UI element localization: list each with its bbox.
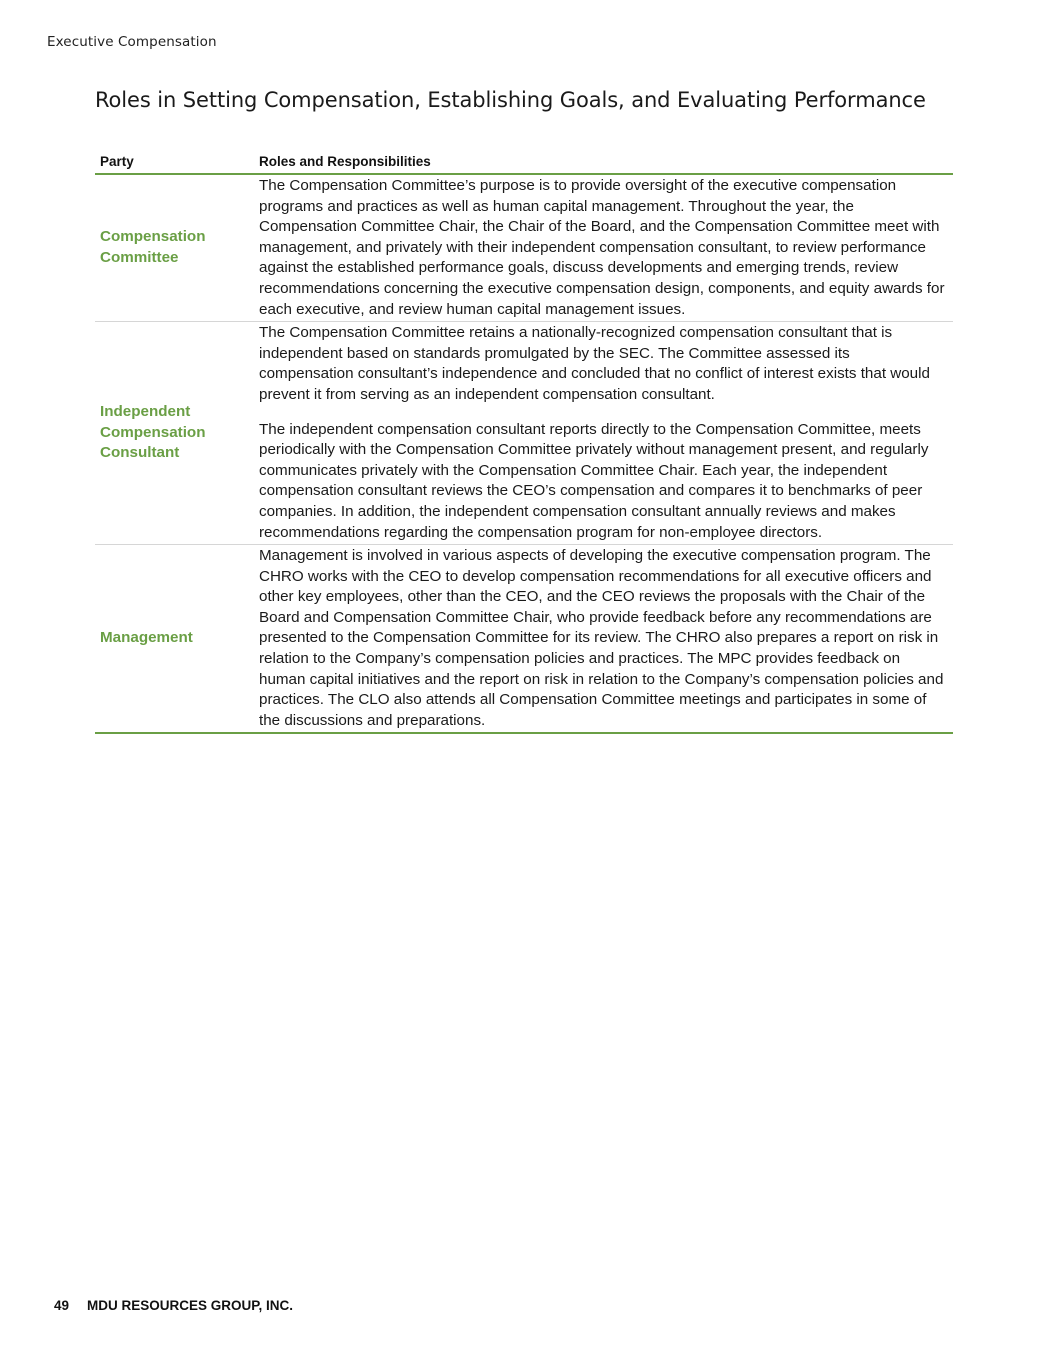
responsibilities-cell: [254, 174, 953, 322]
responsibilities-cell: [254, 322, 953, 545]
table-header-row: [95, 152, 953, 174]
table-row-independent-consultant: [95, 322, 953, 545]
party-name: Independent Compensation Consultant: [100, 403, 206, 462]
party-name: Compensation Committee: [100, 228, 206, 267]
roles-table: [95, 152, 953, 734]
column-header-party: Party: [95, 152, 254, 174]
table-row-compensation-committee: [95, 174, 953, 322]
running-header: Executive Compensation: [47, 34, 217, 50]
responsibility-paragraph: The Compensation Committee retains a nationally-recognized compensation consultant that is independent based on standards promulgated by the SEC. The Committee assessed its compensation consultant’s independence and concluded that no conflict of interest exists that would prevent it from serving as an independent compensation consultant.: [259, 324, 930, 403]
responsibility-paragraph: Management is involved in various aspects of developing the executive compensation program. The CHRO works with the CEO to develop compensation recommendations for all executive officers and other key employees, other than the CEO, and the CEO reviews the proposals with the Chair of the Board and Compensation Committee Chair, who provide feedback before any recommendations are presented to the Compensation Committee for its review. The CHRO also prepares a report on risk in relation to the Company’s compensation policies and practices. The MPC provides feedback on human capital initiatives and the report on risk in relation to the Company’s compensation policies and practices. The CLO also attends all Compensation Committee meetings and participates in some of the discussions and preparations.: [259, 547, 944, 729]
page-title: Roles in Setting Compensation, Establishing Goals, and Evaluating Performance: [95, 88, 926, 112]
column-header-roles: Roles and Responsibilities: [254, 152, 953, 174]
responsibility-paragraph: The independent compensation consultant reports directly to the Compensation Committee, meets periodically with the Compensation Committee privately without management present, and regularly communicates privately with the Compensation Committee Chair. Each year, the independent compensation consultant reviews the CEO’s compensation and compares it to benchmarks of peer companies. In addition, the independent compensation consultant annually reviews and makes recommendations regarding the compensation program for non-employee directors.: [259, 420, 929, 541]
table-row-management: [95, 545, 953, 734]
responsibility-paragraph: The Compensation Committee’s purpose is to provide oversight of the executive compensation programs and practices as well as human capital management. Throughout the year, the Compensation Committee Chair, the Chair of the Board, and the Compensation Committee meet with management, and privately with their independent compensation consultant, to review performance against the established performance goals, discuss developments and emerging trends, review recommendations concerning the executive compensation design, components, and equity awards for each executive, and review human capital management issues.: [259, 177, 945, 318]
party-name: Management: [100, 629, 193, 647]
page-footer: [54, 1298, 293, 1313]
page-number: 49: [54, 1298, 70, 1313]
responsibilities-cell: [254, 545, 953, 734]
company-name: MDU RESOURCES GROUP, INC.: [87, 1298, 294, 1313]
